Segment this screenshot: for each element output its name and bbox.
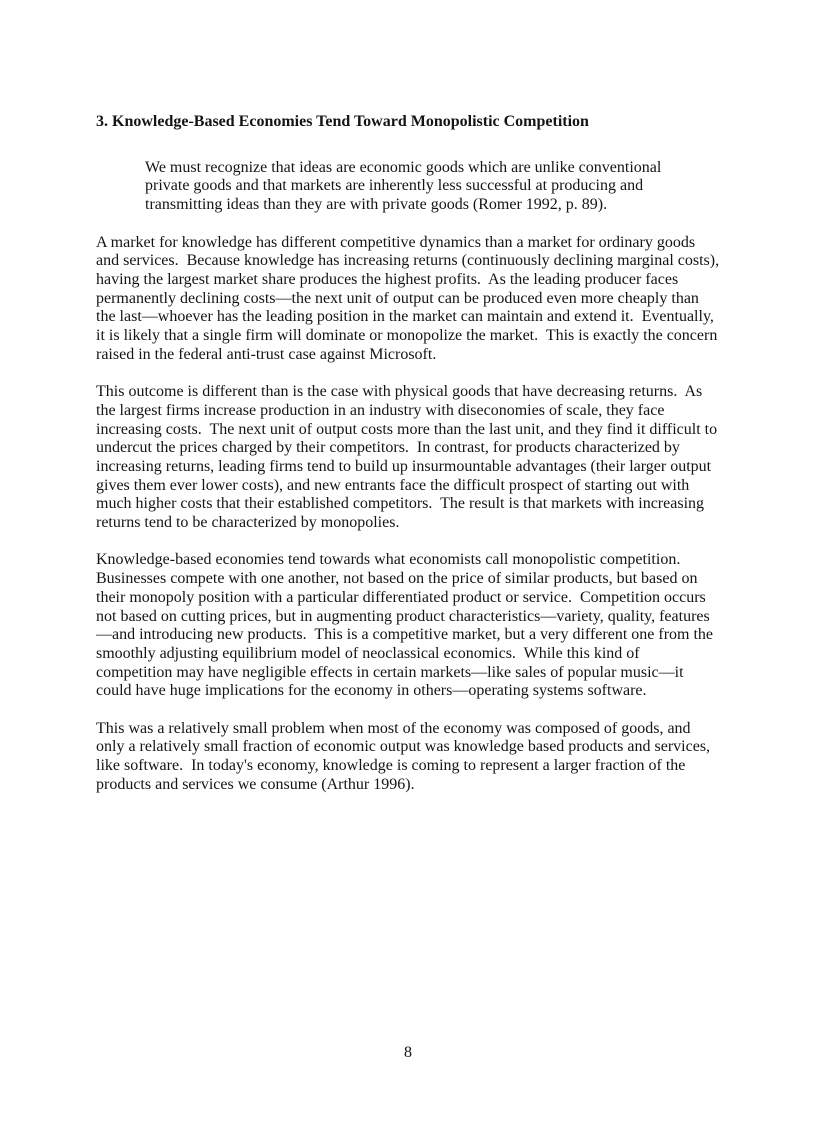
- block-quote: We must recognize that ideas are economic goods which are unlike conventional private goods and that markets are inherently less successful at producing and transmitting ideas than they are with private goods (Romer 1992, p. 89).: [145, 158, 666, 214]
- paragraph-3: Knowledge-based economies tend towards what economists call monopolistic competition. Businesses compete with one another, not based on the price of similar products, but based on their monopoly position with a particular differentiated product or service. Competition occurs not based on cutting prices, but in augmenting product characteristics—variety, quality, features—and introducing new products. This is a competitive market, but a very different one from the smoothly adjusting equilibrium model of neoclassical economics. While this kind of competition may have negligible effects in certain markets—like sales of popular music—it could have huge implications for the economy in others—operating systems software.: [96, 551, 718, 700]
- page-number: 8: [404, 1044, 412, 1061]
- paragraph-2: This outcome is different than is the case with physical goods that have decreasing returns. As the largest firms increase production in an industry with diseconomies of scale, they face increasing costs. The next unit of output costs more than the last unit, and they find it difficult to undercut the prices charged by their competitors. In contrast, for products characterized by increasing returns, leading firms tend to build up insurmountable advantages (their larger output gives them ever lower costs), and new entrants face the difficult prospect of starting out with much higher costs that their established competitors. The result is that markets with increasing returns tend to be characterized by monopolies.: [96, 383, 722, 532]
- paragraph-4: This was a relatively small problem when most of the economy was composed of goods, and only a relatively small fraction of economic output was knowledge based products and services, like software. In today's economy, knowledge is coming to represent a larger fraction of the products and services we consume (Arthur 1996).: [96, 719, 715, 793]
- paragraph-1: A market for knowledge has different competitive dynamics than a market for ordinary goods and services. Because knowledge has increasing returns (continuously declining marginal costs), having the largest market share produces the highest profits. As the leading producer faces permanently declining costs—the next unit of output can be produced even more cheaply than the last—whoever has the leading position in the market can maintain and extend it. Eventually, it is likely that a single firm will dominate or monopolize the market. This is exactly the concern raised in the federal anti-trust case against Microsoft.: [96, 233, 724, 363]
- section-heading: 3. Knowledge-Based Economies Tend Toward Monopolistic Competition: [96, 113, 589, 130]
